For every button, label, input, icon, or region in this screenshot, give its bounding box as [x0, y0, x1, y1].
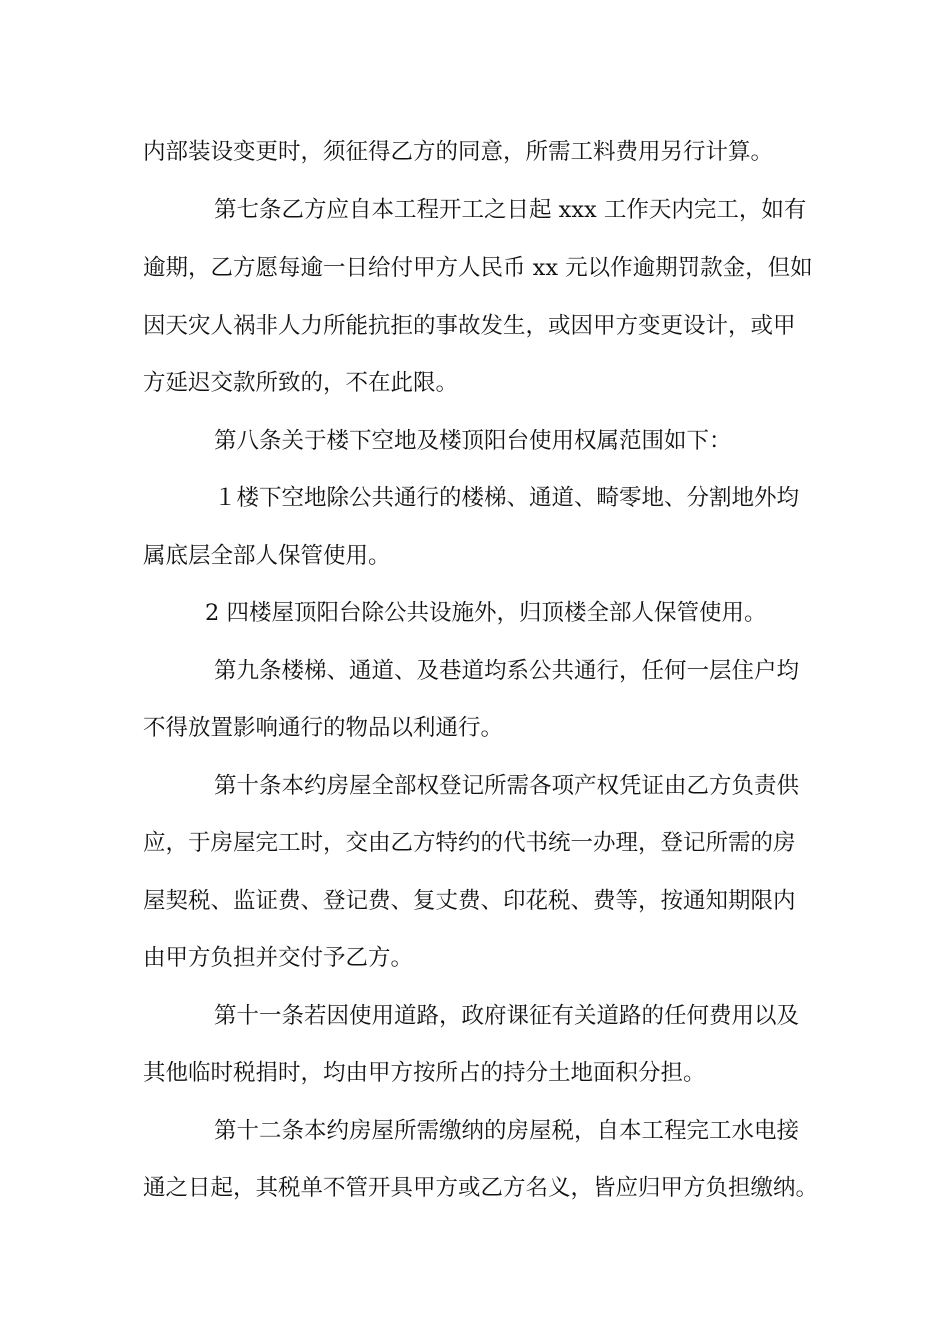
text-line: 其他临时税捐时，均由甲方按所占的持分土地面积分担。: [143, 1060, 706, 1086]
text-line: １楼下空地除公共通行的楼梯、通道、畸零地、分割地外均: [214, 485, 800, 511]
text-line: 第十二条本约房屋所需缴纳的房屋税，自本工程完工水电接: [214, 1118, 800, 1144]
text-line: 由甲方负担并交付予乙方。: [143, 945, 414, 971]
text-line: 2 四楼屋顶阳台除公共设施外，归顶楼全部人保管使用。: [205, 600, 767, 626]
text-line: 第七条乙方应自本工程开工之日起 xxx 工作天内完工，如有: [214, 197, 807, 223]
text-line: 第九条楼梯、通道、及巷道均系公共通行，任何一层住户均: [214, 658, 800, 684]
text-line: 屋契税、监证费、登记费、复丈费、印花税、费等，按通知期限内: [143, 888, 796, 914]
text-line: 通之日起，其税单不管开具甲方或乙方名义，皆应归甲方负担缴纳。: [143, 1175, 819, 1201]
text-line: 属底层全部人保管使用。: [143, 543, 391, 569]
text-line: 第十条本约房屋全部权登记所需各项产权凭证由乙方负责供: [214, 773, 800, 799]
text-line: 第十一条若因使用道路，政府课征有关道路的任何费用以及: [214, 1003, 800, 1029]
text-line: 应，于房屋完工时，交由乙方特约的代书统一办理，登记所需的房: [143, 830, 796, 856]
text-line: 因天灾人祸非人力所能抗拒的事故发生，或因甲方变更设计，或甲: [143, 313, 796, 339]
text-line: 不得放置影响通行的物品以利通行。: [143, 715, 504, 741]
text-line: 方延迟交款所致的，不在此限。: [143, 370, 459, 396]
text-line: 内部装设变更时，须征得乙方的同意，所需工料费用另行计算。: [143, 139, 774, 165]
text-line: 逾期，乙方愿每逾一日给付甲方人民币 xx 元以作逾期罚款金，但如: [143, 255, 813, 281]
text-line: 第八条关于楼下空地及楼顶阳台使用权属范围如下：: [214, 428, 732, 454]
